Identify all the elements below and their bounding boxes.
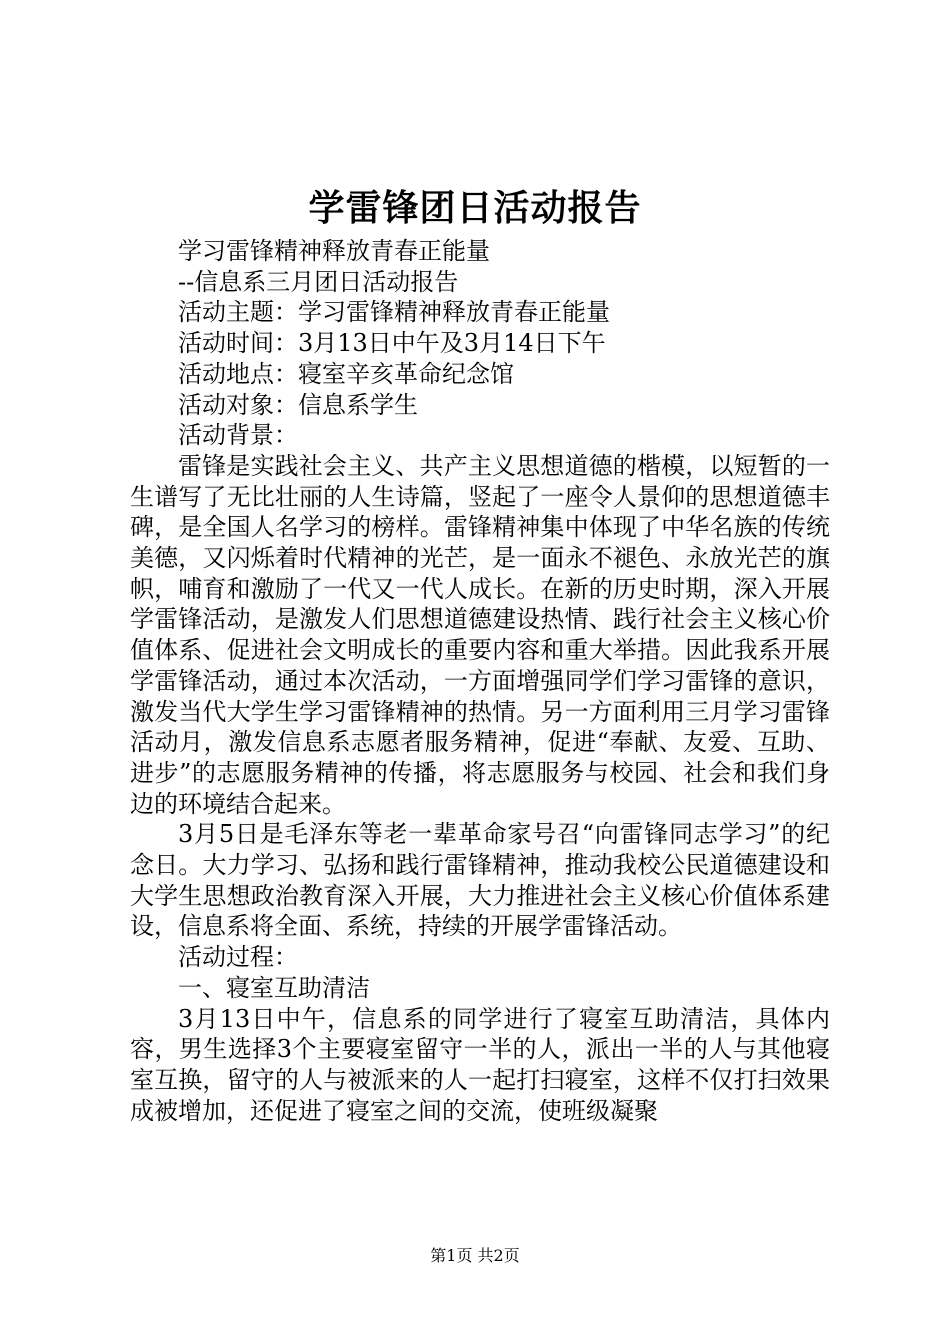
subtitle-line: 学习雷锋精神释放青春正能量 xyxy=(178,237,490,265)
document-title: 学雷锋团日活动报告 xyxy=(308,187,642,229)
activity-target-line: 活动对象：信息系学生 xyxy=(178,390,418,419)
activity-location-line: 活动地点：寝室辛亥革命纪念馆 xyxy=(178,359,514,388)
page-footer: 第1页 共2页 xyxy=(430,1246,520,1265)
section-1-heading: 一、寝室互助清洁 xyxy=(178,973,370,1002)
document-body xyxy=(130,236,830,1126)
activity-time-line: 活动时间：3月13日中午及3月14日下午 xyxy=(178,329,606,358)
background-paragraph: 雷锋是实践社会主义、共产主义思想道德的楷模，以短暂的一生谱写了无比壮丽的人生诗篇，竖起了一座令人景仰的思想道德丰碑，是全国人名学习的榜样。雷锋精神集中体现了中华名族的传统美德，又闪烁着时代精神的光芒，是一面永不褪色、永放光芒的旗帜，哺育和激励了一代又一代人成长。在新的历史时期，深入开展学雷锋活动，是激发人们思想道德建设热情、践行社会主义核心价值体系、促进社会文明成长的重要内容和重大举措。因此我系开展学雷锋活动，通过本次活动，一方面增强同学们学习雷锋的意识，激发当代大学生学习雷锋精神的热情。另一方面利用三月学习雷锋活动月，激发信息系志愿者服务精神，促进“奉献、友爱、互助、进步”的志愿服务精神的传播，将志愿服务与校园、社会和我们身边的环境结合起来。 xyxy=(130,451,830,818)
memorial-day-paragraph: 3月5日是毛泽东等老一辈革命家号召“向雷锋同志学习”的纪念日。大力学习、弘扬和践行雷锋精神，推动我校公民道德建设和大学生思想政治教育深入开展，大力推进社会主义核心价值体系建设，信息系将全面、系统，持续的开展学雷锋活动。 xyxy=(130,820,830,941)
process-heading: 活动过程： xyxy=(178,943,298,972)
activity-theme-line: 活动主题：学习雷锋精神释放青春正能量 xyxy=(178,298,610,327)
activity-background-heading: 活动背景： xyxy=(178,421,298,450)
dorm-cleaning-paragraph: 3月13日中午，信息系的同学进行了寝室互助清洁，具体内容，男生选择3个主要寝室留守一半的人，派出一半的人与其他寝室互换，留守的人与被派来的人一起打扫寝室，这样不仅打扫效果成被增加，还促进了寝室之间的交流，使班级凝聚 xyxy=(130,1004,830,1125)
subtitle-source-line: --信息系三月团日活动报告 xyxy=(178,267,459,296)
